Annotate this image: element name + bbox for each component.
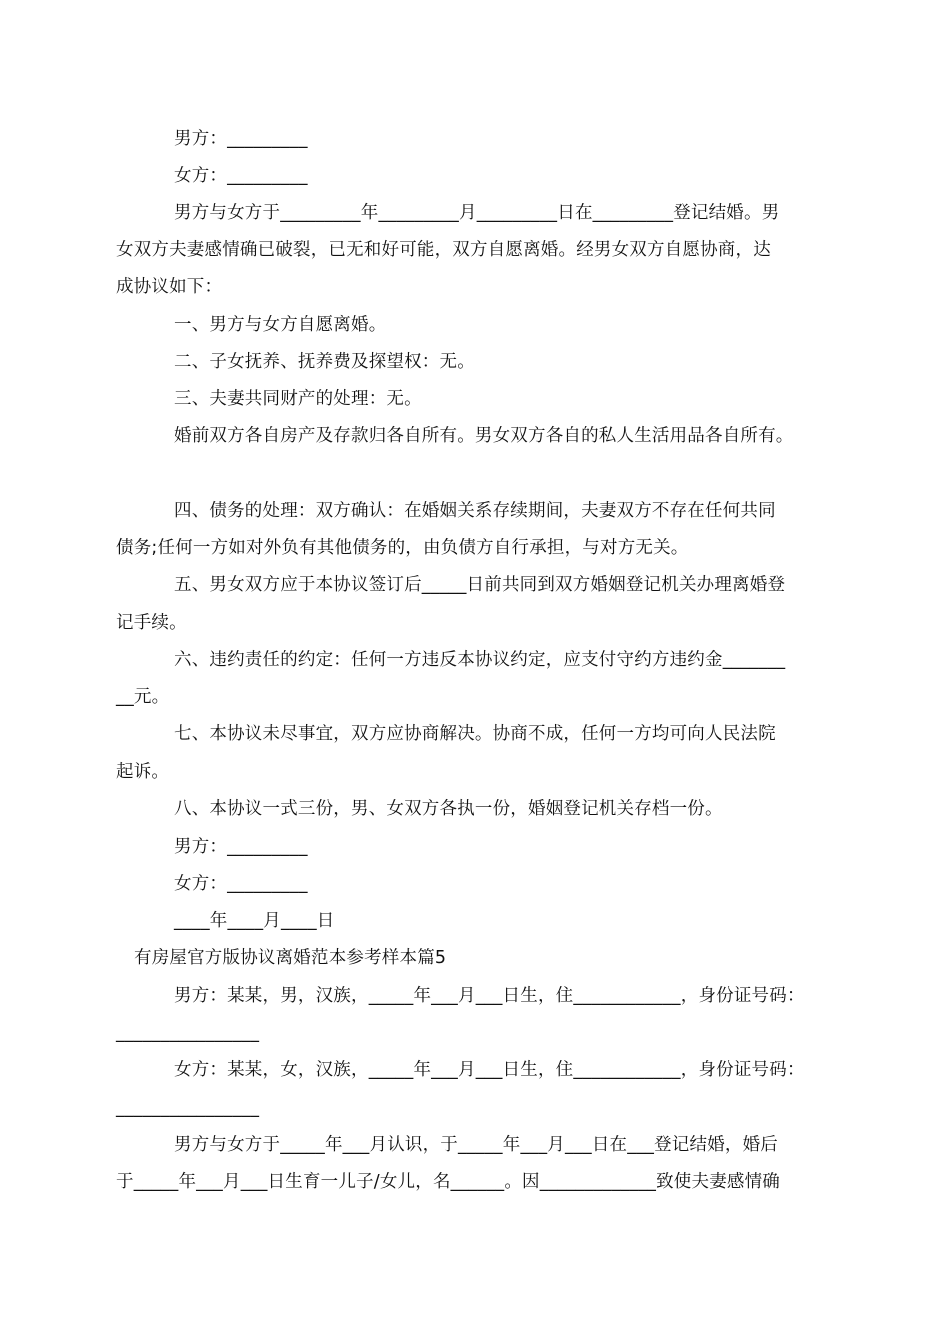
clause-8: 八、本协议一式三份，男、女双方各执一份，婚姻登记机关存档一份。 (174, 799, 723, 819)
id-number-blank: ________________ (116, 1098, 260, 1118)
paragraph-line: __元。 (116, 687, 170, 707)
paragraph-line: 于_____年___月___日生育一儿子/女儿，名______。因_____________致使夫妻感情确 (116, 1172, 780, 1192)
husband-signature-line: 男方：_________ (174, 129, 308, 149)
paragraph-line: 男方与女方于_________年_________月_________日在_________登记结婚。男 (174, 203, 780, 223)
clause-5: 五、男女双方应于本协议签订后_____日前共同到双方婚姻登记机关办理离婚登 (174, 575, 786, 595)
husband-signature-line: 男方：_________ (174, 837, 308, 857)
clause-3: 三、夫妻共同财产的处理：无。 (174, 389, 422, 409)
husband-info-line: 男方：某某，男，汉族，_____年___月___日生，住____________，身份证号码： (174, 986, 805, 1006)
paragraph-line: 男方与女方于_____年___月认识，于_____年___月___日在___登记结婚，婚后 (174, 1135, 778, 1155)
paragraph-line: 成协议如下： (116, 277, 223, 297)
paragraph-line: 女双方夫妻感情确已破裂，已无和好可能，双方自愿离婚。经男女双方自愿协商，达 (116, 240, 771, 260)
paragraph-line: 记手续。 (116, 613, 187, 633)
clause-2: 二、子女抚养、抚养费及探望权：无。 (174, 352, 475, 372)
clause-7: 七、本协议未尽事宜，双方应协商解决。协商不成，任何一方均可向人民法院 (174, 724, 776, 744)
wife-info-line: 女方：某某，女，汉族，_____年___月___日生，住____________，身份证号码： (174, 1060, 805, 1080)
section-heading: 有房屋官方版协议离婚范本参考样本篇5 (134, 948, 447, 968)
paragraph-line: 债务;任何一方如对外负有其他债务的，由负债方自行承担，与对方无关。 (116, 538, 689, 558)
paragraph-line: 起诉。 (116, 762, 170, 782)
paragraph-line: 婚前双方各自房产及存款归各自所有。男女双方各自的私人生活用品各自所有。 (174, 426, 794, 446)
wife-signature-line: 女方：_________ (174, 166, 308, 186)
clause-4: 四、债务的处理：双方确认：在婚姻关系存续期间，夫妻双方不存在任何共同 (174, 501, 776, 521)
clause-6: 六、违约责任的约定：任何一方违反本协议约定，应支付守约方违约金_______ (174, 650, 786, 670)
id-number-blank: ________________ (116, 1023, 260, 1043)
date-line: ____年____月____日 (174, 911, 335, 931)
wife-signature-line: 女方：_________ (174, 874, 308, 894)
clause-1: 一、男方与女方自愿离婚。 (174, 315, 387, 335)
